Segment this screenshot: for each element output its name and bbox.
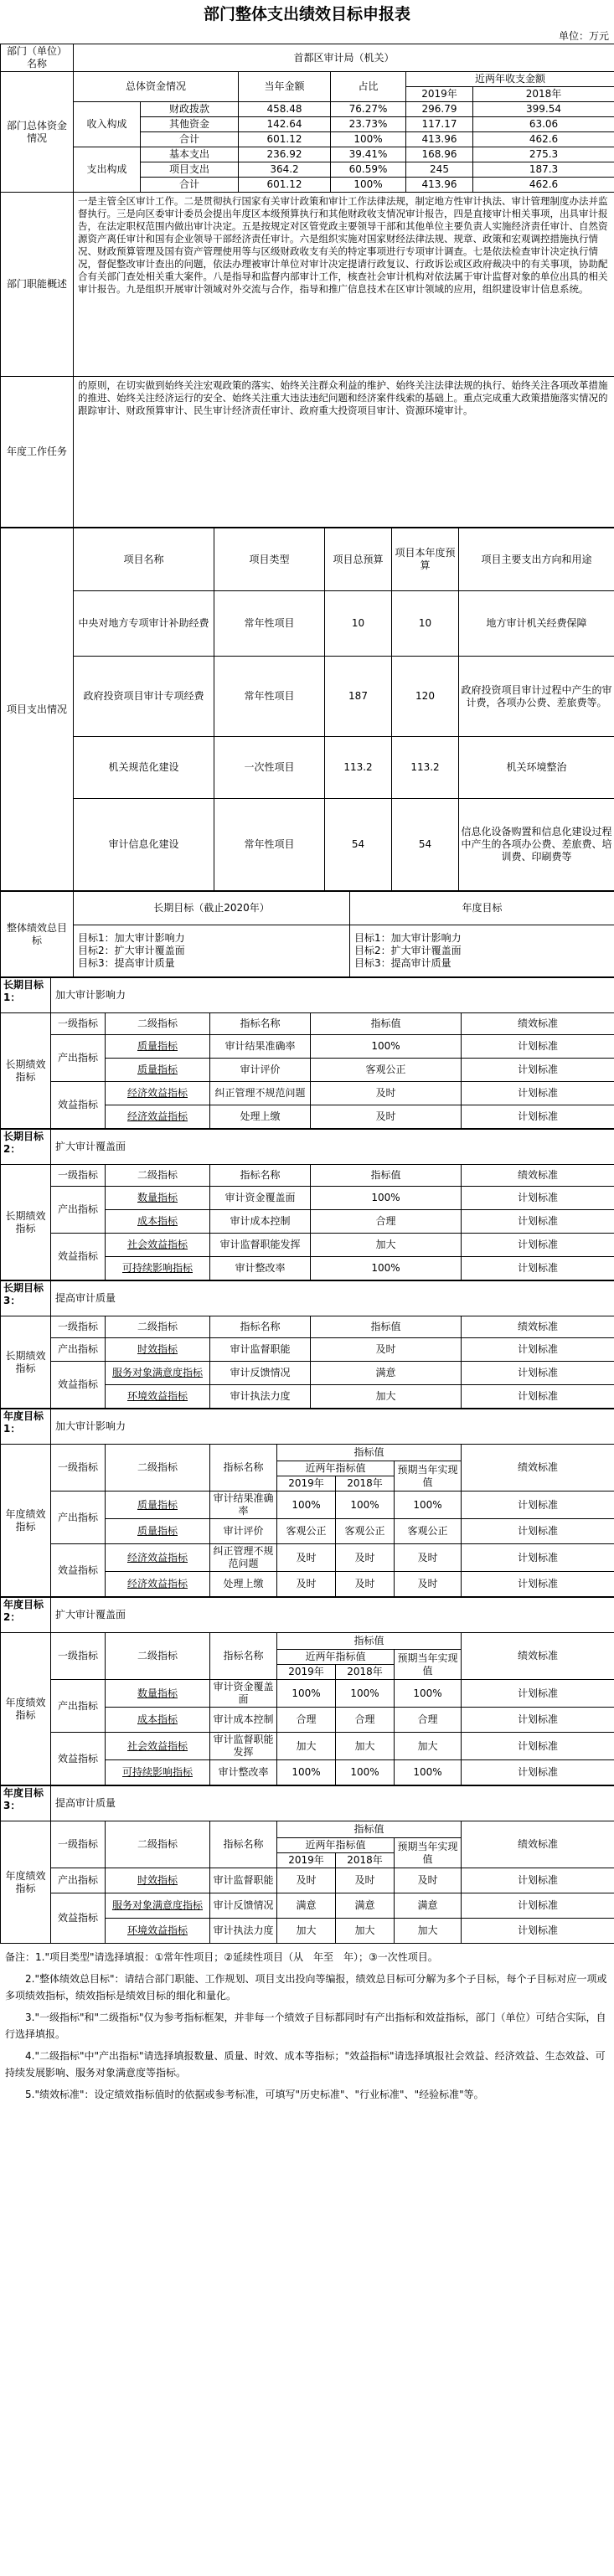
standard-header: 绩效标准 — [462, 1165, 614, 1187]
indicator-standard: 计划标准 — [462, 1035, 614, 1059]
fund-2018: 462.6 — [473, 178, 614, 193]
fund-2019: 413.96 — [406, 178, 473, 193]
recent-value-header: 近两年指标值 — [277, 1461, 395, 1476]
indicator-standard: 计划标准 — [462, 1082, 614, 1105]
fund-amount: 236.92 — [239, 147, 331, 162]
indicator-name: 审计监督职能发挥 — [210, 1733, 277, 1760]
year-2019-header: 2019年 — [277, 1665, 336, 1680]
project-type: 常年性项目 — [214, 591, 325, 657]
project-direction: 机关环境整治 — [459, 737, 614, 799]
goal-item: 目标3：提高审计质量 — [78, 957, 175, 969]
indicator-standard: 计划标准 — [462, 1919, 614, 1944]
annual-indicator-label: 年度绩效指标 — [1, 1445, 51, 1597]
level2-indicator — [106, 1210, 210, 1234]
project-total: 187 — [325, 657, 392, 737]
indicator-standard: 计划标准 — [462, 1362, 614, 1385]
standard-header: 绩效标准 — [462, 1013, 614, 1035]
value-2019: 满意 — [277, 1893, 336, 1919]
indicator-value-header: 指标值 — [311, 1165, 462, 1187]
fund-2019: 413.96 — [406, 132, 473, 147]
annual-goal-text: 提高审计质量 — [51, 1786, 614, 1821]
annual-goal-text: 扩大审计覆盖面 — [51, 1598, 614, 1633]
indicator-value-header: 指标值 — [277, 1445, 462, 1461]
level2-indicator — [106, 1708, 210, 1733]
level1-header: 一级指标 — [51, 1316, 106, 1338]
duty-text: 一是主管全区审计工作。二是贯彻执行国家有关审计政策和审计工作法律法规，制定地方性审计执法、审计管理制度办法并监督执行。三是向区委审计委员会提出年度区本级预算执行和其他财政收支情况审计报告，四是直接审计相关事项，出具审计报告，在法定职权范围内做出审计决定。五是按规定对区管党政主要领导干部和其他单位主要负责人实施经济责任审计、自然资源资产离任审计和国有企业领导干部经济责任审计。六是组织实施对国家财经法律法规、规章、政策和宏观调控措施执行情况、财政预算管理及国有资产管理使用等与区级财政收支有关的特定事项进行专项审计调查。七是依法检查审计决定执行情况，督促整改审计查出的问题，依法办理被审计单位对审计决定提请行政复议、行政诉讼或区政府裁决中的有关事项，协助配合有关部门查处相关重大案件。八是指导和监督内部审计工作，核查社会审计机构对依法属于审计监督对象的单位出具的相关审计报告。九是组织开展审计领域对外交流与合作，指导和推广信息技术在区审计领域的应用，组织建设审计信息系统。 — [74, 193, 614, 377]
expected-value-header: 预期当年实现值 — [395, 1838, 462, 1868]
value-2018: 合理 — [336, 1708, 395, 1733]
goal-item: 目标1：加大审计影响力 — [78, 932, 185, 944]
value-2019: 客观公正 — [277, 1519, 336, 1544]
indicator-value: 满意 — [311, 1362, 462, 1385]
expected-value-header: 预期当年实现值 — [395, 1461, 462, 1492]
level2-indicator — [106, 1234, 210, 1257]
annual-indicator-label: 年度绩效指标 — [1, 1633, 51, 1785]
project-year: 120 — [392, 657, 459, 737]
fund-amount: 601.12 — [239, 132, 331, 147]
fund-2018: 462.6 — [473, 132, 614, 147]
level2-indicator — [106, 1105, 210, 1129]
indicator-link: 社会效益指标 — [126, 1739, 188, 1752]
level2-indicator — [106, 1760, 210, 1785]
indicator-standard: 计划标准 — [462, 1572, 614, 1597]
recent-header: 近两年收支金额 — [406, 72, 614, 87]
indicator-standard: 计划标准 — [462, 1338, 614, 1362]
indicator-link: 可持续影响指标 — [121, 1262, 193, 1274]
year-2018-header: 2018年 — [473, 87, 614, 102]
indicator-name: 审计成本控制 — [210, 1210, 311, 1234]
fund-item-name: 合计 — [141, 132, 239, 147]
indicator-link: 经济效益指标 — [126, 1087, 188, 1099]
project-total-header: 项目总预算 — [325, 528, 392, 591]
value-2019: 100% — [277, 1760, 336, 1785]
fund-2018: 187.3 — [473, 162, 614, 178]
fund-2019: 117.17 — [406, 117, 473, 132]
project-direction-header: 项目主要支出方向和用途 — [459, 528, 614, 591]
income-label: 收入构成 — [74, 102, 141, 147]
fund-amount: 458.48 — [239, 102, 331, 117]
expected-value: 客观公正 — [395, 1519, 462, 1544]
fund-amount: 142.64 — [239, 117, 331, 132]
note-item: 5."绩效标准"：设定绩效指标值时的依据或参考标准，可填写"历史标准"、"行业标准"、"经验标准"等。 — [25, 2089, 484, 2100]
indicator-standard: 计划标准 — [462, 1519, 614, 1544]
year-2019-header: 2019年 — [277, 1476, 336, 1492]
expected-value: 加大 — [395, 1733, 462, 1760]
indicator-name: 审计执法力度 — [210, 1385, 311, 1409]
level2-indicator — [106, 1492, 210, 1519]
level1-header: 一级指标 — [51, 1165, 106, 1187]
value-2018: 100% — [336, 1492, 395, 1519]
value-2019: 及时 — [277, 1572, 336, 1597]
level1-indicator: 产出指标 — [51, 1868, 106, 1893]
level2-indicator — [106, 1257, 210, 1280]
value-2019: 100% — [277, 1492, 336, 1519]
level1-indicator: 产出指标 — [51, 1338, 106, 1362]
level2-header: 二级指标 — [106, 1445, 210, 1492]
project-name: 审计信息化建设 — [74, 799, 214, 891]
project-year: 113.2 — [392, 737, 459, 799]
indicator-link: 社会效益指标 — [126, 1239, 188, 1250]
note-item: 2."整体绩效总目标"：请结合部门职能、工作规划、项目支出投向等编报，绩效总目标可分解为多个子目标，每个子目标对应一项或多项绩效指标，绩效指标是绩效目标的细化和量化。 — [5, 1973, 607, 2002]
indicator-value: 及时 — [311, 1082, 462, 1105]
indicator-value: 加大 — [311, 1234, 462, 1257]
indicator-value: 合理 — [311, 1210, 462, 1234]
long-term-indicator-label: 长期绩效指标 — [1, 1013, 51, 1129]
overall-goal-label: 整体绩效总目标 — [1, 892, 74, 977]
level1-indicator: 产出指标 — [51, 1187, 106, 1234]
recent-value-header: 近两年指标值 — [277, 1838, 395, 1853]
annual-goal-heading: 年度目标3： — [1, 1786, 51, 1821]
indicator-name: 审计监督职能 — [210, 1868, 277, 1893]
indicator-standard: 计划标准 — [462, 1210, 614, 1234]
long-term-goal-heading: 长期目标1： — [1, 978, 51, 1013]
indicator-link: 数量指标 — [137, 1687, 178, 1699]
indicator-name: 审计整改率 — [210, 1257, 311, 1280]
long-term-indicator-label: 长期绩效指标 — [1, 1316, 51, 1409]
indicator-name-header: 指标名称 — [210, 1821, 277, 1868]
project-type: 常年性项目 — [214, 657, 325, 737]
recent-value-header: 近两年指标值 — [277, 1650, 395, 1665]
indicator-value: 100% — [311, 1257, 462, 1280]
value-2018: 及时 — [336, 1868, 395, 1893]
note-item: 3."一级指标"和"二级指标"仅为参考指标框架，并非每一个绩效子目标都同时有产出指标和效益指标，部门（单位）可结合实际，自行选择填报。 — [5, 2012, 606, 2040]
indicator-standard: 计划标准 — [462, 1257, 614, 1280]
value-2018: 及时 — [336, 1544, 395, 1572]
level2-indicator — [106, 1362, 210, 1385]
year-2019-header: 2019年 — [406, 87, 473, 102]
task-label: 年度工作任务 — [1, 377, 74, 528]
indicator-name: 审计评价 — [210, 1519, 277, 1544]
indicator-link: 质量指标 — [137, 1525, 178, 1537]
fund-ratio: 39.41% — [331, 147, 406, 162]
level2-indicator — [106, 1338, 210, 1362]
indicator-name: 审计结果准确率 — [210, 1492, 277, 1519]
indicator-value-header: 指标值 — [277, 1633, 462, 1650]
project-direction: 地方审计机关经费保障 — [459, 591, 614, 657]
indicator-standard: 计划标准 — [462, 1733, 614, 1760]
level2-indicator — [106, 1919, 210, 1944]
fund-ratio: 76.27% — [331, 102, 406, 117]
fund-2019: 168.96 — [406, 147, 473, 162]
value-2018: 满意 — [336, 1893, 395, 1919]
level2-indicator — [106, 1544, 210, 1572]
indicator-name: 审计资金覆盖面 — [210, 1187, 311, 1210]
value-2018: 加大 — [336, 1919, 395, 1944]
level2-indicator — [106, 1733, 210, 1760]
indicator-name: 审计评价 — [210, 1059, 311, 1082]
indicator-name: 审计执法力度 — [210, 1919, 277, 1944]
indicator-name: 审计反馈情况 — [210, 1893, 277, 1919]
level1-indicator: 效益指标 — [51, 1733, 106, 1785]
fund-2019: 245 — [406, 162, 473, 178]
long-term-goal-text: 扩大审计覆盖面 — [51, 1130, 614, 1165]
indicator-link: 环境效益指标 — [126, 1390, 188, 1402]
standard-header: 绩效标准 — [462, 1633, 614, 1680]
expected-value: 及时 — [395, 1544, 462, 1572]
level1-indicator: 效益指标 — [51, 1234, 106, 1280]
level1-header: 一级指标 — [51, 1013, 106, 1035]
indicator-standard: 计划标准 — [462, 1868, 614, 1893]
annual-indicator-label: 年度绩效指标 — [1, 1821, 51, 1944]
indicator-link: 时效指标 — [137, 1343, 178, 1355]
project-direction: 政府投资项目审计过程中产生的审计费，各项办公费、差旅费等。 — [459, 657, 614, 737]
indicator-name: 审计资金覆盖面 — [210, 1680, 277, 1708]
annual-goal-text: 加大审计影响力 — [51, 1409, 614, 1445]
dept-name-value: 首都区审计局（机关） — [74, 44, 614, 72]
indicator-link: 质量指标 — [137, 1040, 178, 1052]
fund-item-name: 其他资金 — [141, 117, 239, 132]
funds-section-label: 部门总体资金情况 — [1, 72, 74, 193]
project-year-header: 项目本年度预算 — [392, 528, 459, 591]
level1-header: 一级指标 — [51, 1445, 106, 1492]
indicator-name-header: 指标名称 — [210, 1013, 311, 1035]
level1-indicator: 效益指标 — [51, 1362, 106, 1409]
fund-2018: 63.06 — [473, 117, 614, 132]
indicator-name: 审计整改率 — [210, 1760, 277, 1785]
dept-name-label: 部门（单位）名称 — [1, 44, 74, 72]
value-2018: 100% — [336, 1760, 395, 1785]
indicator-standard: 计划标准 — [462, 1680, 614, 1708]
indicator-standard: 计划标准 — [462, 1187, 614, 1210]
level1-indicator: 产出指标 — [51, 1492, 106, 1544]
year-2018-header: 2018年 — [336, 1665, 395, 1680]
indicator-link: 成本指标 — [137, 1713, 178, 1725]
indicator-value-header: 指标值 — [311, 1316, 462, 1338]
indicator-value: 及时 — [311, 1338, 462, 1362]
fund-item-name: 财政拨款 — [141, 102, 239, 117]
long-term-header: 长期目标（截止2020年） — [74, 892, 350, 925]
long-term-goal-text: 加大审计影响力 — [51, 978, 614, 1013]
indicator-value: 100% — [311, 1187, 462, 1210]
fund-ratio: 100% — [331, 132, 406, 147]
indicator-link: 经济效益指标 — [126, 1578, 188, 1589]
indicator-name: 审计成本控制 — [210, 1708, 277, 1733]
project-total: 54 — [325, 799, 392, 891]
long-term-goals — [74, 925, 350, 977]
indicator-link: 成本指标 — [137, 1215, 178, 1227]
note-item: 备注：1."项目类型"请选择填报：①常年性项目；②延续性项目（从 年至 年）；③一次性项目。 — [5, 1951, 438, 1963]
indicator-standard: 计划标准 — [462, 1385, 614, 1409]
indicator-value-header: 指标值 — [277, 1821, 462, 1838]
indicator-name: 审计结果准确率 — [210, 1035, 311, 1059]
indicator-link: 质量指标 — [137, 1064, 178, 1075]
level1-indicator: 产出指标 — [51, 1035, 106, 1082]
indicator-standard: 计划标准 — [462, 1234, 614, 1257]
note-item: 4."二级指标"中"产出指标"请选择填报数量、质量、时效、成本等指标；"效益指标"请选择填报社会效益、经济效益、生态效益、可持续发展影响、服务对象满意度等指标。 — [5, 2050, 606, 2079]
goal-item: 目标1：加大审计影响力 — [354, 932, 462, 944]
standard-header: 绩效标准 — [462, 1821, 614, 1868]
indicator-name: 审计反馈情况 — [210, 1362, 311, 1385]
annual-goal-heading: 年度目标2： — [1, 1598, 51, 1633]
goal-item: 目标2：扩大审计覆盖面 — [78, 945, 185, 956]
indicator-value: 客观公正 — [311, 1059, 462, 1082]
level2-indicator — [106, 1893, 210, 1919]
fund-amount: 601.12 — [239, 178, 331, 193]
expected-value: 及时 — [395, 1868, 462, 1893]
project-name: 中央对地方专项审计补助经费 — [74, 591, 214, 657]
projects-label: 项目支出情况 — [1, 528, 74, 891]
indicator-link: 经济效益指标 — [126, 1110, 188, 1122]
form-body — [0, 44, 614, 2113]
value-2018: 客观公正 — [336, 1519, 395, 1544]
indicator-name-header: 指标名称 — [210, 1633, 277, 1680]
year-2018-header: 2018年 — [336, 1476, 395, 1492]
indicator-link: 数量指标 — [137, 1192, 178, 1203]
indicator-standard: 计划标准 — [462, 1708, 614, 1733]
level2-indicator — [106, 1868, 210, 1893]
value-2018: 及时 — [336, 1572, 395, 1597]
project-name: 政府投资项目审计专项经费 — [74, 657, 214, 737]
project-name: 机关规范化建设 — [74, 737, 214, 799]
level2-indicator — [106, 1519, 210, 1544]
level2-header: 二级指标 — [106, 1633, 210, 1680]
level2-indicator — [106, 1035, 210, 1059]
project-type-header: 项目类型 — [214, 528, 325, 591]
level2-header: 二级指标 — [106, 1165, 210, 1187]
fund-2019: 296.79 — [406, 102, 473, 117]
year-2019-header: 2019年 — [277, 1853, 336, 1868]
fund-2018: 275.3 — [473, 147, 614, 162]
indicator-name: 审计监督职能 — [210, 1338, 311, 1362]
indicator-link: 环境效益指标 — [126, 1924, 188, 1936]
level1-indicator: 产出指标 — [51, 1680, 106, 1733]
project-total: 10 — [325, 591, 392, 657]
level2-indicator — [106, 1680, 210, 1708]
long-term-indicator-label: 长期绩效指标 — [1, 1165, 51, 1280]
level2-indicator — [106, 1572, 210, 1597]
expected-value: 满意 — [395, 1893, 462, 1919]
indicator-value: 及时 — [311, 1105, 462, 1129]
fund-ratio: 100% — [331, 178, 406, 193]
indicator-name: 纠正管理不规范问题 — [210, 1082, 311, 1105]
project-type: 常年性项目 — [214, 799, 325, 891]
value-2019: 加大 — [277, 1733, 336, 1760]
indicator-standard: 计划标准 — [462, 1544, 614, 1572]
standard-header: 绩效标准 — [462, 1316, 614, 1338]
goal-item: 目标3：提高审计质量 — [354, 957, 451, 969]
fund-2018: 399.54 — [473, 102, 614, 117]
fund-item-name: 合计 — [141, 178, 239, 193]
value-2018: 100% — [336, 1680, 395, 1708]
level1-indicator: 效益指标 — [51, 1893, 106, 1944]
value-2019: 加大 — [277, 1919, 336, 1944]
indicator-standard: 计划标准 — [462, 1492, 614, 1519]
project-type: 一次性项目 — [214, 737, 325, 799]
value-2018: 加大 — [336, 1733, 395, 1760]
standard-header: 绩效标准 — [462, 1445, 614, 1492]
level2-indicator — [106, 1385, 210, 1409]
long-term-goal-heading: 长期目标2： — [1, 1130, 51, 1165]
annual-goals — [350, 925, 614, 977]
indicator-name: 纠正管理不规范问题 — [210, 1544, 277, 1572]
long-term-goal-text: 提高审计质量 — [51, 1281, 614, 1316]
indicator-value-header: 指标值 — [311, 1013, 462, 1035]
value-2019: 及时 — [277, 1544, 336, 1572]
expense-label: 支出构成 — [74, 147, 141, 193]
indicator-link: 服务对象满意度指标 — [111, 1899, 203, 1911]
indicator-name-header: 指标名称 — [210, 1165, 311, 1187]
level2-indicator — [106, 1059, 210, 1082]
fund-item-name: 基本支出 — [141, 147, 239, 162]
long-term-goal-heading: 长期目标3： — [1, 1281, 51, 1316]
expected-value: 及时 — [395, 1572, 462, 1597]
level2-header: 二级指标 — [106, 1013, 210, 1035]
indicator-standard: 计划标准 — [462, 1059, 614, 1082]
indicator-name: 审计监督职能发挥 — [210, 1234, 311, 1257]
expected-value: 100% — [395, 1760, 462, 1785]
amount-header: 当年金额 — [239, 72, 331, 102]
indicator-standard: 计划标准 — [462, 1760, 614, 1785]
year-2018-header: 2018年 — [336, 1853, 395, 1868]
project-year: 10 — [392, 591, 459, 657]
project-direction: 信息化设备购置和信息化建设过程中产生的各项办公费、差旅费、培训费、印刷费等 — [459, 799, 614, 891]
page-title: 部门整体支出绩效目标申报表 — [203, 5, 410, 23]
indicator-name: 处理上缴 — [210, 1572, 277, 1597]
project-name-header: 项目名称 — [74, 528, 214, 591]
level2-header: 二级指标 — [106, 1821, 210, 1868]
project-total: 113.2 — [325, 737, 392, 799]
unit-label: 单位：万元 — [558, 30, 609, 42]
level1-indicator: 效益指标 — [51, 1544, 106, 1597]
value-2019: 合理 — [277, 1708, 336, 1733]
level1-header: 一级指标 — [51, 1633, 106, 1680]
ratio-header: 占比 — [331, 72, 406, 102]
level2-header: 二级指标 — [106, 1316, 210, 1338]
indicator-link: 可持续影响指标 — [121, 1766, 193, 1778]
expected-value-header: 预期当年实现值 — [395, 1650, 462, 1680]
fund-ratio: 23.73% — [331, 117, 406, 132]
expected-value: 合理 — [395, 1708, 462, 1733]
expected-value: 100% — [395, 1680, 462, 1708]
level1-indicator: 效益指标 — [51, 1082, 106, 1129]
annual-goal-heading: 年度目标1： — [1, 1409, 51, 1445]
fund-item-name: 项目支出 — [141, 162, 239, 178]
goal-item: 目标2：扩大审计覆盖面 — [354, 945, 462, 956]
value-2019: 100% — [277, 1680, 336, 1708]
expected-value: 100% — [395, 1492, 462, 1519]
indicator-link: 服务对象满意度指标 — [111, 1367, 203, 1378]
fund-amount: 364.2 — [239, 162, 331, 178]
annual-header: 年度目标 — [350, 892, 614, 925]
indicator-link: 经济效益指标 — [126, 1551, 188, 1564]
indicator-value: 100% — [311, 1035, 462, 1059]
duty-label: 部门职能概述 — [1, 193, 74, 377]
level1-header: 一级指标 — [51, 1821, 106, 1868]
indicator-standard: 计划标准 — [462, 1893, 614, 1919]
task-text: 的原则，在切实做到始终关注宏观政策的落实、始终关注群众利益的维护、始终关注法律法规的执行、始终关注各项改革措施的推进、始终关注经济运行的安全、始终关注重大违法违纪问题和经济案件线索的基础上。重点完成重大政策措施落实情况的跟踪审计、财政预算审计、民生审计经济责任审计、政府重大投资项目审计、资源环境审计。 — [74, 377, 614, 528]
expected-value: 加大 — [395, 1919, 462, 1944]
indicator-link: 质量指标 — [137, 1498, 178, 1511]
indicator-name: 处理上缴 — [210, 1105, 311, 1129]
project-year: 54 — [392, 799, 459, 891]
indicator-link: 时效指标 — [137, 1874, 178, 1886]
indicator-name-header: 指标名称 — [210, 1316, 311, 1338]
level2-indicator — [106, 1082, 210, 1105]
indicator-value: 加大 — [311, 1385, 462, 1409]
funds-header: 总体资金情况 — [74, 72, 239, 102]
notes — [0, 1944, 614, 2113]
level2-indicator — [106, 1187, 210, 1210]
indicator-standard: 计划标准 — [462, 1105, 614, 1129]
indicator-name-header: 指标名称 — [210, 1445, 277, 1492]
value-2019: 及时 — [277, 1868, 336, 1893]
fund-ratio: 60.59% — [331, 162, 406, 178]
